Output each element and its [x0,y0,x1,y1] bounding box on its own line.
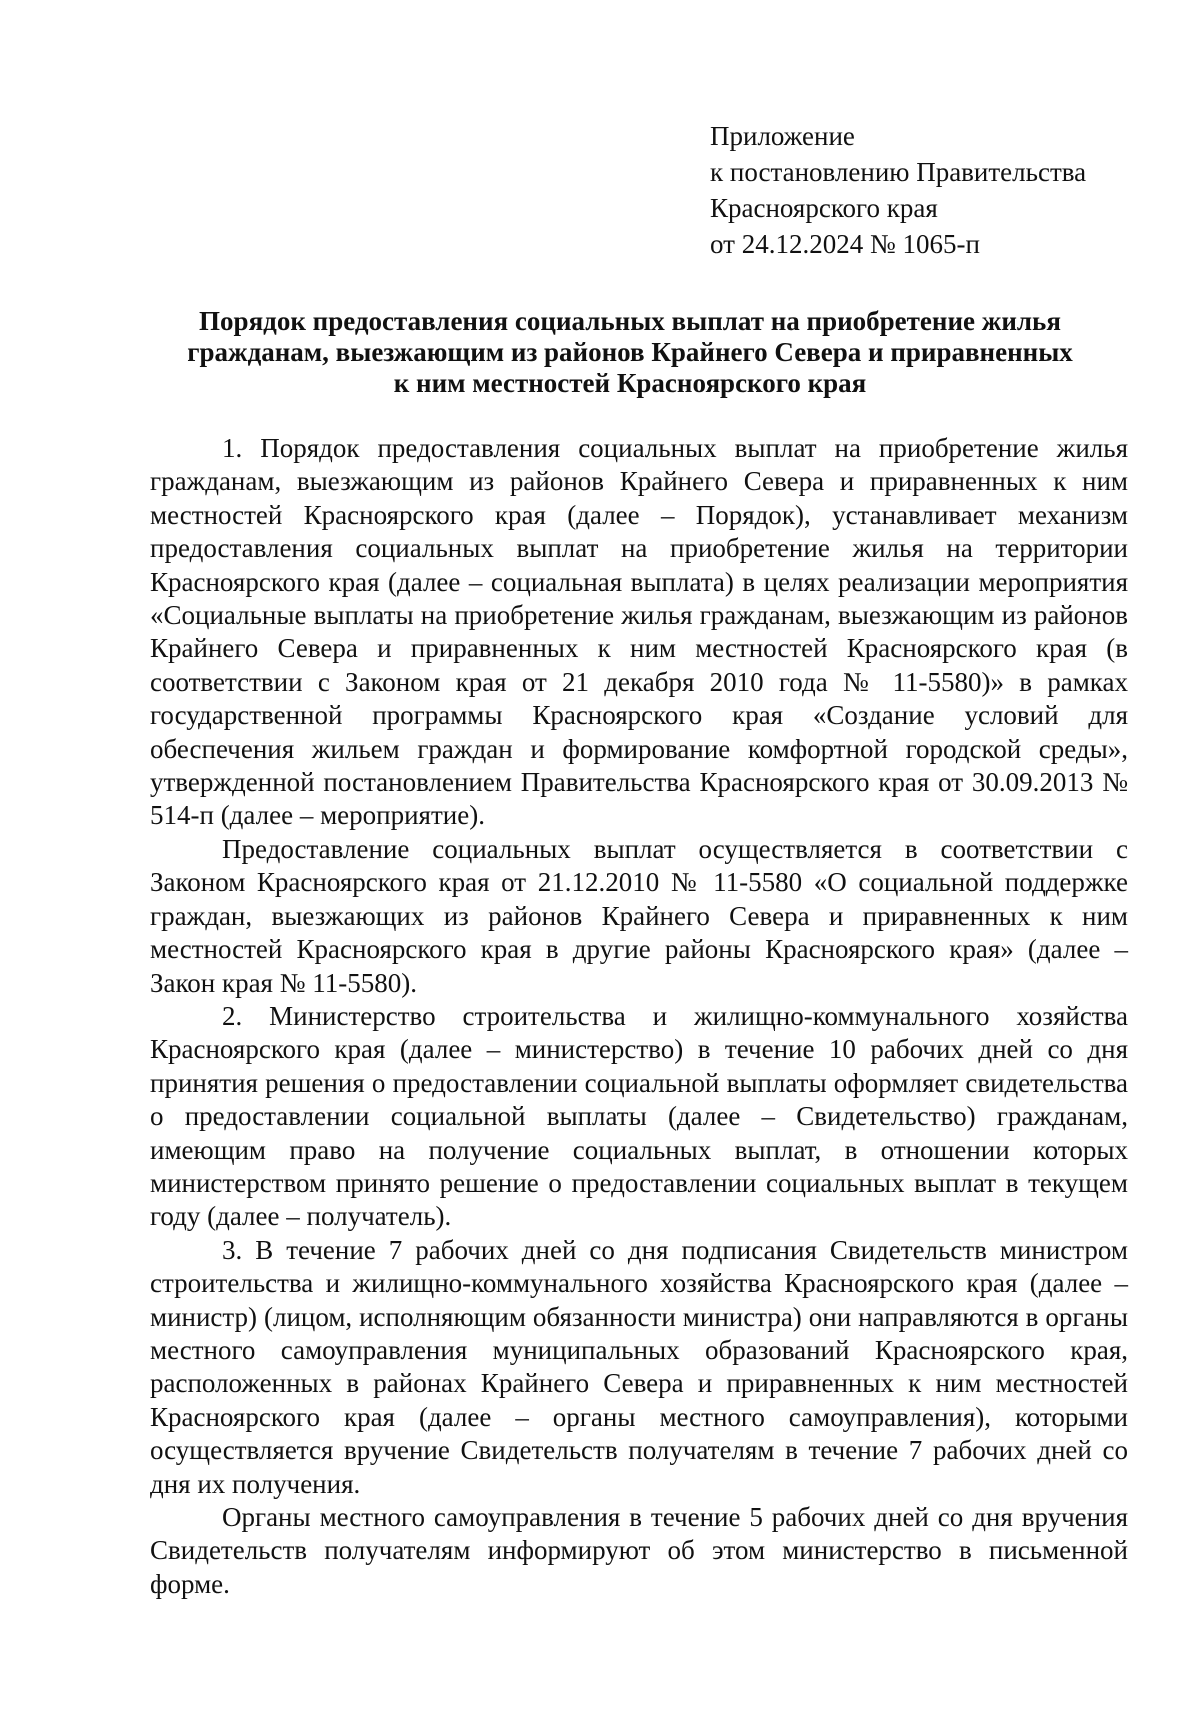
annex-line-3: Красноярского края [710,193,938,223]
annex-line-2: к постановлению Правительства [710,157,1087,187]
paragraph-2: Предоставление социальных выплат осуществляется в соответствии с Законом Красноярского края от 21.12.2010 № 11-5580 «О социальной поддержке граждан, выезжающих из районов Крайнего Севера и приравненных к ним местностей Красноярского края в другие районы Красноярского края» (далее – Закон края № 11-5580). [150,833,1128,998]
paragraph-1: 1. Порядок предоставления социальных выплат на приобретение жилья гражданам, выезжающим из районов Крайнего Севера и приравненных к ним местностей Красноярского края (далее – Порядок), устанавливает механизм предоставления социальных выплат на приобретение жилья на территории Красноярского края (далее – социальная выплата) в целях реализации мероприятия «Социальные выплаты на приобретение жилья гражданам, выезжающим из районов Крайнего Севера и приравненных к ним местностей Красноярского края (в соответствии с Законом края от 21 декабря 2010 года № 11-5580)» в рамках государственной программы Красноярского края «Создание условий для обеспечения жильем граждан и формирование комфортной городской среды», утвержденной постановлением Правительства Красноярского края от 30.09.2013 № 514-п (далее – мероприятие). [150,433,1128,831]
title-line-3: к ним местностей Красноярского края [393,368,867,398]
paragraph-4: 3. В течение 7 рабочих дней со дня подписания Свидетельств министром строительства и жилищно-коммунального хозяйства Красноярского края (далее – министр) (лицом, исполняющим обязанности министра) они направляются в органы местного самоуправления муниципальных образований Красноярского края, расположенных в районах Крайнего Севера и приравненных к ним местностей Красноярского края (далее – органы местного самоуправления), которыми осуществляется вручение Свидетельств получателям в течение 7 рабочих дней со дня их получения. [150,1234,1128,1499]
paragraph-3: 2. Министерство строительства и жилищно-коммунального хозяйства Красноярского края (далее – министерство) в течение 10 рабочих дней со дня принятия решения о предоставлении социальной выплаты оформляет свидетельства о предоставлении социальной выплаты (далее – Свидетельство) гражданам, имеющим право на получение социальных выплат, в отношении которых министерством принято решение о предоставлении социальных выплат в текущем году (далее – получатель). [150,1000,1128,1232]
annex-line-4: от 24.12.2024 № 1065-п [710,229,980,259]
annex-block [710,118,1130,262]
document-body [150,432,1128,1601]
title-line-1: Порядок предоставления социальных выплат на приобретение жилья [199,306,1061,336]
paragraph-5: Органы местного самоуправления в течение 5 рабочих дней со дня вручения Свидетельств получателям информируют об этом министерство в письменной форме. [150,1502,1128,1599]
title-line-2: гражданам, выезжающим из районов Крайнего Севера и приравненных [187,337,1073,367]
document-title [150,306,1110,399]
annex-line-1: Приложение [710,121,855,151]
